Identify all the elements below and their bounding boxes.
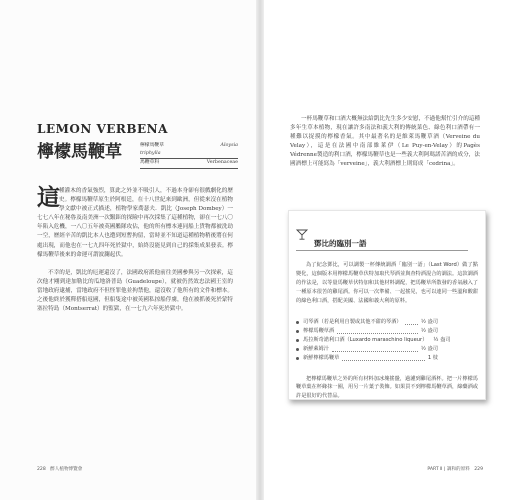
card-outro: 把檸檬馬鞭草之外的所有材料加冰塊搖盪，過濾到雞尾酒杯。把一片檸檬馬鞭草葉在杯緣抹一圈，用另一片葉子裝飾。如果買不到檸檬馬鞭草酒，綠藥酒或許是很好的代替品。 xyxy=(296,375,478,400)
ingredient-name: 檸檬馬鞭草酒 xyxy=(303,327,335,334)
classification-table xyxy=(140,142,238,169)
classification-value: Aloysia xyxy=(220,143,238,148)
page-number: 229 xyxy=(474,467,483,472)
ingredient-item xyxy=(296,327,478,336)
card-title: 鄧比的臨別一語 xyxy=(314,239,367,248)
left-body-text xyxy=(37,184,233,323)
paragraph-text: 種灌木的香氣強烈，算此之外並不吸引人，不過本身卻有很戲劇化的歷史。檸檬馬鞭草原生於阿根廷，在十八世紀來到歐洲，但從來沒在植物學文獻中被正式描述，植物學家喬瑟夫．凱比（Joseph Dombey）一七七八年在秘魯及南美洲一次艱鉅的探險中再次採集了這種植物，卻在一七八〇年陷入危機，一八〇五年被英國艦隊攻佔，他的所有標本連同船上貨物都被洗劫一空，歷經辛苦的凱比本人也遭到短暫拘留，當時並不知道這種植物稍後將在何處出現，而他也在一七九四年死於獄中，始終沒能見到自己的採集成果發表。檸檬馬鞭草後來的命運可謂波瀾起伏。 xyxy=(37,188,233,258)
entry-title-chinese: 檸檬馬鞭草 xyxy=(37,142,122,162)
ingredient-list xyxy=(296,318,478,363)
bullet-icon xyxy=(296,321,299,324)
ingredient-amount: ½ 盎司 xyxy=(420,345,438,352)
running-head: PART Ⅱ | 調和的原料 xyxy=(427,467,470,472)
paragraph xyxy=(37,184,233,260)
ingredient-item xyxy=(296,336,478,345)
left-footer xyxy=(37,466,82,472)
classification-value: triphylla xyxy=(140,151,161,157)
ingredient-amount: ½ 盎司 xyxy=(420,318,438,325)
paragraph: 一杯馬鞭草和口酒大概無法給凱比先生多少安慰，不過他幫忙引介的這種多年生草本植物，現在讓許多南法和義大利的傳統菜色、綠色利口酒帶有一種難以捉摸的檸檬香氣。其中最著名的是維萊馬鞭草酒（Verveine du Velay），這是在法國中南部維萊伊（Le Puy-en-Velay）的Pagès Védrenne製造的利口酒，檸檬馬鞭草也是一些義大利阿瑪諾苦酒的成分，法國酒標上可能寫為「verveine」，義大利酒標上則寫成「cedrina」。 xyxy=(290,116,481,168)
book-gutter xyxy=(256,0,264,500)
dot-leader xyxy=(342,356,425,361)
entry-title-english: LEMON VERBENA xyxy=(37,122,168,136)
classification-value: Verbenaceae xyxy=(206,160,238,166)
paragraph: 不幸的是，凱比的厄運還沒了，法國政府派他前往美國參與另一次探索，這次他才剛到達加勒比的瓜地洛普島（Guadeloupe），就被仍然效忠法國王室的當地政府逮捕，當地政府不但怪罪他並拘禁他，還沒收了他所有的文件和標本。之後他終於獲釋搭船返國，但船隻途中被英國私掠船俘虜，他在被抓後死於蒙特塞拉特島（Montserrat）的監獄，在一七九六年死於獄中。 xyxy=(37,269,233,313)
ingredient-name: 馬拉斯奇諾利口酒（Luxardo maraschino liqueur） xyxy=(303,336,428,343)
dot-leader xyxy=(332,347,418,352)
bullet-icon xyxy=(296,339,299,342)
ingredient-name: 新鮮萊姆汁 xyxy=(303,345,329,352)
card-title-rule xyxy=(296,250,468,251)
ingredient-amount: 1 枝 xyxy=(427,354,438,361)
bullet-icon xyxy=(296,357,299,360)
page-number: 228 xyxy=(37,467,46,472)
ingredient-item xyxy=(296,318,478,327)
classification-row xyxy=(140,150,238,159)
classification-label: 檸檬馬鞭草 xyxy=(140,143,164,148)
right-body-text xyxy=(290,115,480,170)
card-body xyxy=(296,261,478,401)
ingredient-name: 新鮮檸檬馬鞭草 xyxy=(303,354,340,361)
ingredient-amount: ½ 盎司 xyxy=(420,327,438,334)
card-intro: 為了紀念鄧比，可以調製一杯傳統調酒「臨別一語」（Last Word）做了點變化，這個版本用檸檬馬鞭草伏特加取代琴酒並與查特酒混合的調法。這款調酒的作法是，以等量馬鞭草伏特加和其他材料調配，把馬鞭草所散發的香氣融入了一種原本很苦的雞尾酒。你可以一次準備、一起搖晃，也可以連同一些溫和酸甜的綠色利口酒，搭配美國、法國和義大利的原料。 xyxy=(296,262,478,304)
bullet-icon xyxy=(296,330,299,333)
right-footer xyxy=(427,466,483,472)
classification-row xyxy=(140,142,238,150)
running-head: 醉人植物博覽會 xyxy=(50,467,83,472)
dot-leader xyxy=(337,329,418,334)
ingredient-item xyxy=(296,345,478,354)
ingredient-item xyxy=(296,354,478,363)
drop-cap: 這 xyxy=(37,184,60,211)
bullet-icon xyxy=(296,348,299,351)
classification-row xyxy=(140,159,238,168)
classification-label: 馬鞭草科 xyxy=(140,160,160,166)
dot-leader xyxy=(405,320,418,325)
coupe-glass-icon xyxy=(295,227,309,241)
ingredient-amount: ½ 盎司 xyxy=(433,336,451,343)
ingredient-name: 司琴酒（若是利用自製或其他不甜的琴酒） xyxy=(303,318,402,325)
